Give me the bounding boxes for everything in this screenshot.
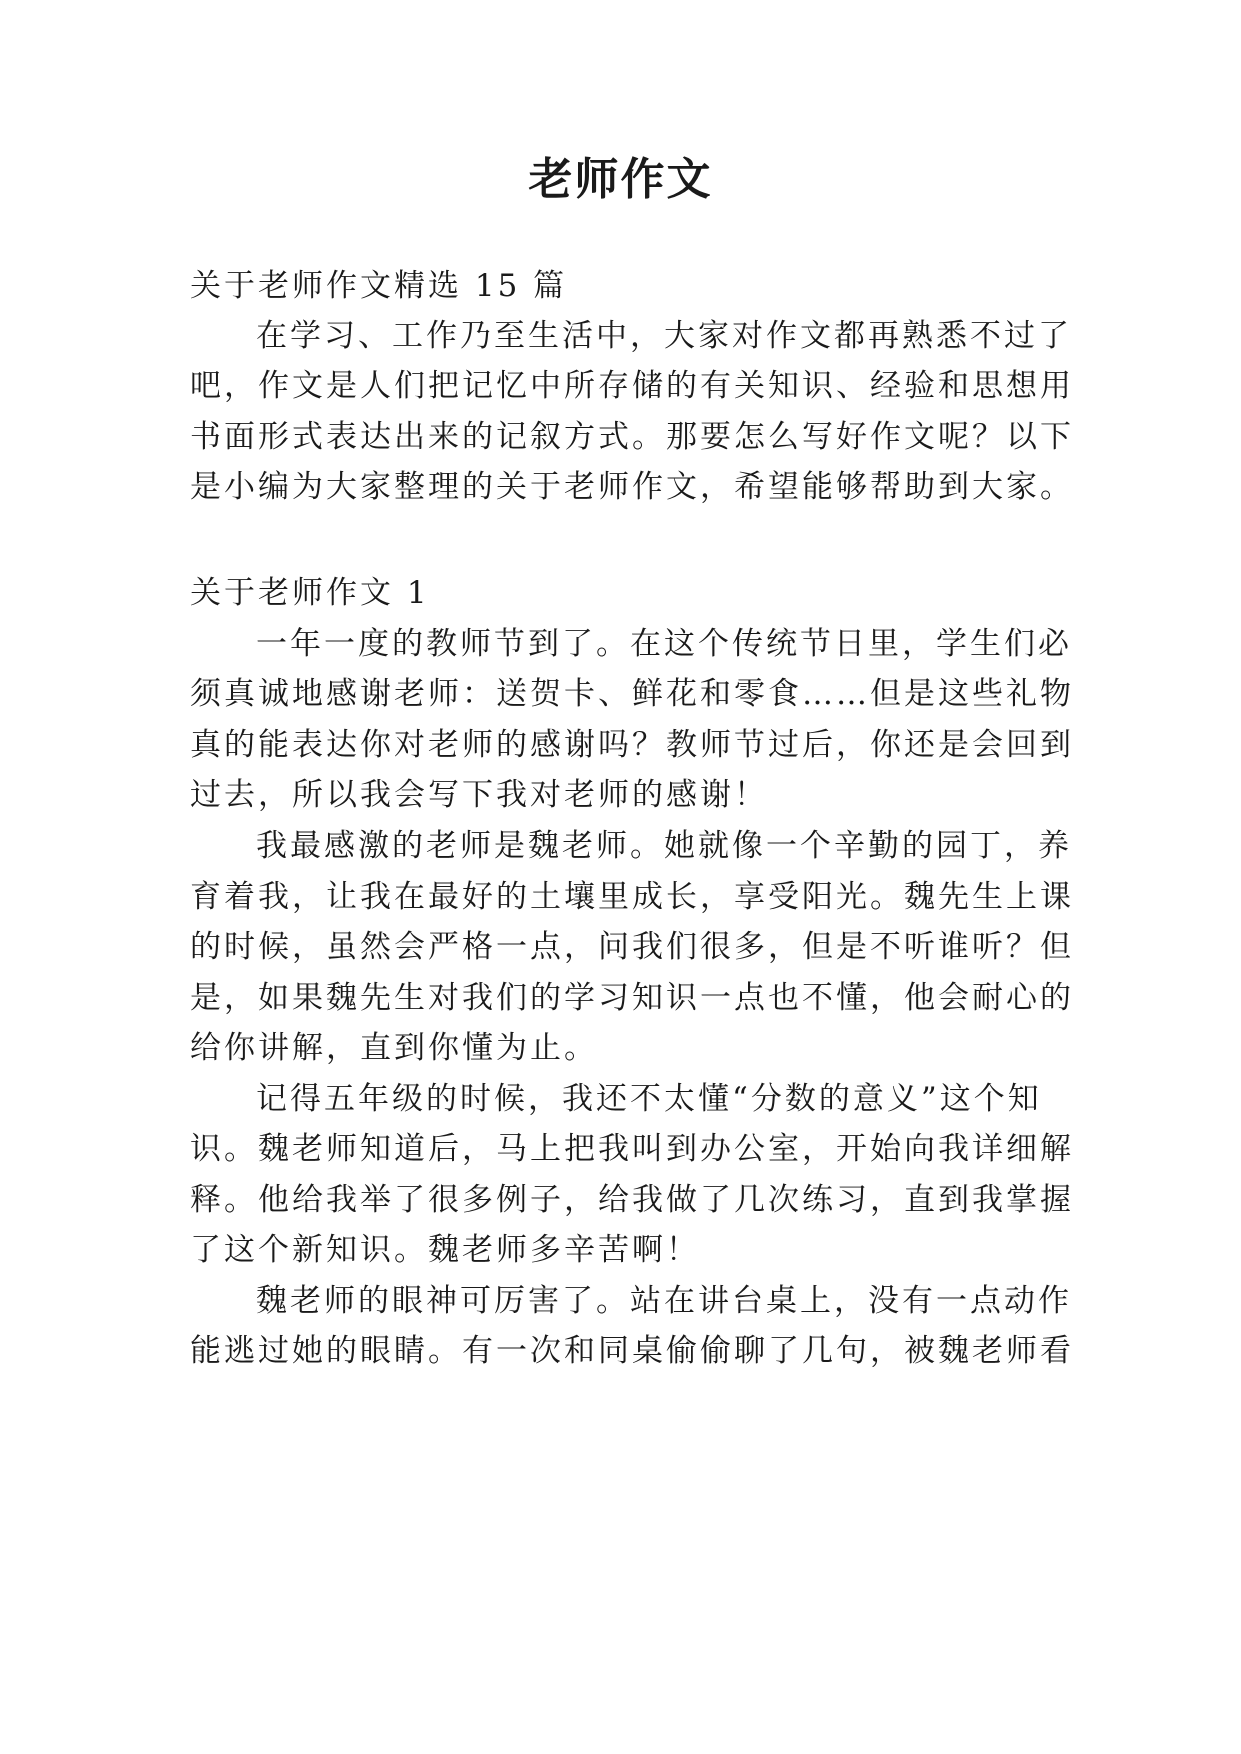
paragraph-line: 一年一度的教师节到了。在这个传统节日里，学生们必 [256,626,1072,662]
subtitle: 关于老师作文精选 15 篇 [190,268,568,304]
paragraph-line: 能逃过她的眼睛。有一次和同桌偷偷聊了几句，被魏老师看 [190,1333,1074,1369]
paragraph-line: 记得五年级的时候，我还不太懂“分数的意义”这个知 [256,1081,1042,1117]
intro-line: 在学习、工作乃至生活中，大家对作文都再熟悉不过了 [256,318,1072,354]
paragraph-line: 过去，所以我会写下我对老师的感谢！ [190,777,768,813]
paragraph-line: 是，如果魏先生对我们的学习知识一点也不懂，他会耐心的 [190,980,1074,1016]
paragraph-line: 育着我，让我在最好的土壤里成长，享受阳光。魏先生上课 [190,879,1074,915]
document-body [190,0,1074,1754]
intro-line: 吧，作文是人们把记忆中所存储的有关知识、经验和思想用 [190,368,1074,404]
paragraph-line: 我最感激的老师是魏老师。她就像一个辛勤的园丁，养 [256,828,1072,864]
intro-line: 是小编为大家整理的关于老师作文，希望能够帮助到大家。 [190,469,1074,505]
paragraph-line: 的时候，虽然会严格一点，问我们很多，但是不听谁听？但 [190,929,1074,965]
intro-line: 书面形式表达出来的记叙方式。那要怎么写好作文呢？以下 [190,419,1074,455]
paragraph-line: 了这个新知识。魏老师多辛苦啊！ [190,1232,700,1268]
paragraph-line: 识。魏老师知道后，马上把我叫到办公室，开始向我详细解 [190,1131,1074,1167]
section-heading: 关于老师作文 1 [190,575,430,611]
paragraph-line: 真的能表达你对老师的感谢吗？教师节过后，你还是会回到 [190,727,1074,763]
paragraph-line: 给你讲解，直到你懂为止。 [190,1030,598,1066]
document-title: 老师作文 [528,154,713,205]
paragraph-line: 魏老师的眼神可厉害了。站在讲台桌上，没有一点动作 [256,1283,1072,1319]
paragraph-line: 须真诚地感谢老师：送贺卡、鲜花和零食……但是这些礼物 [190,676,1074,712]
paragraph-line: 释。他给我举了很多例子，给我做了几次练习，直到我掌握 [190,1182,1074,1218]
